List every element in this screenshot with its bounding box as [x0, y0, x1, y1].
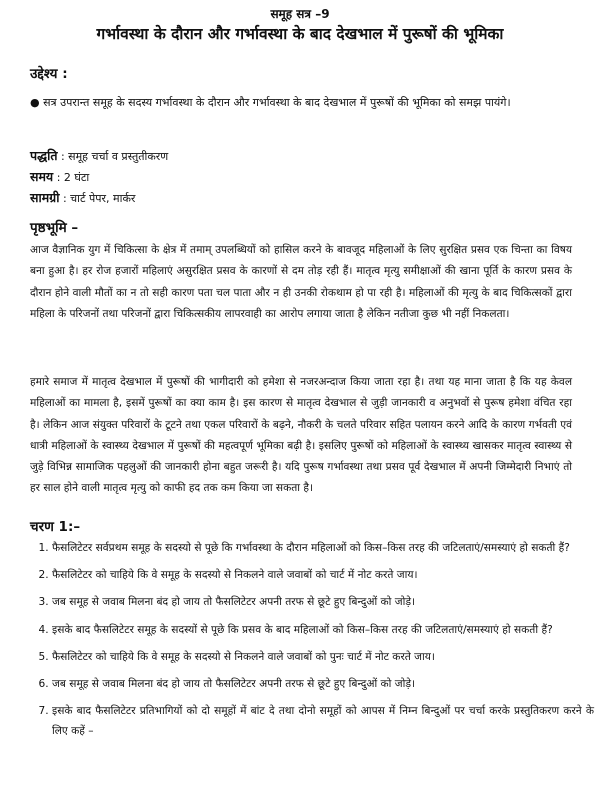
session-label: समूह सत्र –9: [270, 7, 330, 21]
background-heading: पृष्ठभूमि –: [30, 220, 79, 236]
page-title: गर्भावस्था के दौरान और गर्भावस्था के बाद देखभाल में पुरूषों की भूमिका: [96, 25, 504, 43]
objective-bullet: ● सत्र उपरान्त समूह के सदस्य गर्भावस्था के दौरान और गर्भावस्था के बाद देखभाल में पुरूषों की भूमिका को समझ पायंगे।: [30, 96, 511, 109]
step-item: 4. इसके बाद फैसलिटेटर समूह के सदस्यों से पूछे कि प्रसव के बाद महिलाओं को किस–किस तरह की जटिलताएं/समस्याएं हो सकती हैं?: [52, 620, 594, 640]
step-item: 2. फैसलिटेटर को चाहिये कि वे समूह के सदस्यो से निकलने वाले जवाबों को चार्ट में नोट करते जाय।: [52, 565, 594, 585]
method-label: पद्धति: [30, 148, 58, 163]
material-row: [30, 188, 570, 209]
method-row: [30, 146, 570, 167]
step-item: 5. फैसलिटेटर को चाहिये कि वे समूह के सदस्यो से निकलने वाले जवाबों को पुनः चार्ट में नोट करते जाय।: [52, 647, 594, 667]
background-paragraph-1: आज वैज्ञानिक युग में चिकित्सा के क्षेत्र में तमाम् उपलब्धियों को हासिल करने के बावजूद महिलाओं के लिए सुरक्षित प्रसव एक चिन्ता का विषय बना हुआ है। हर रोज हजारों महिलाएं असुरक्षित प्रसव के कारणों से दम तोड़ रही हैं। मातृत्व मृत्यु समीक्षाओं की खाना पूर्ति के कारण प्रसव के दौरान होने वाली मौतों का न तो सही कारण पता चल पाता और न ही उनकी रोकथाम हो पा रही है। महिलाओं की मृत्यु के बाद चिकित्सकों द्वारा महिला के परिजनों तथा परिजनों द्वारा चिकित्सकीय लापरवाही का आरोप लगाया जाता है लेकिन नतीजा कुछ भी नहीं निकलता।: [30, 244, 572, 320]
step-item: 3. जब समूह से जवाब मिलना बंद हो जाय तो फैसलिटेटर अपनी तरफ से छूटे हुए बिन्दुओं को जोड़े।: [52, 592, 594, 612]
material-value: : चार्ट पेपर, मार्कर: [62, 192, 136, 205]
objective-heading: उद्देश्य :: [30, 66, 68, 82]
step-item: 7. इसके बाद फैसलिटेटर प्रतिभागियों को दो समूहों में बांट दे तथा दोनो समूहों को आपस में निम्न बिन्दुओं पर चर्चा करके प्रस्तुतिकरण करने के लिए कहें –: [52, 701, 594, 741]
material-label: सामग्री: [30, 190, 60, 205]
steps-list: [30, 538, 594, 748]
step-item: 1. फैसलिटेटर सर्वप्रथम समूह के सदस्यो से पूछे कि गर्भावस्था के दौरान महिलाओं को किस–किस तरह की जटिलताएं/समस्याएं हो सकती हैं?: [52, 538, 594, 558]
background-paragraph-2: हमारे समाज में मातृत्व देखभाल में पुरूषों की भागीदारी को हमेशा से नजरअन्दाज किया जाता रहा है। तथा यह माना जाता है कि यह केवल महिलाओं का मामला है, इसमें पुरूषों का क्या काम है। इस कारण से मातृत्व देखभाल से जुड़ी जानकारी व अनुभवों से पुरूष हमेशा वंचित रहा है। लेकिन आज संयुक्त परिवारों के टूटने तथा एकल परिवारों के बढ़ने, नौकरी के चलते परिवार सहित पलायन करने आदि के कारण गर्भवती एवं धात्री महिलाओं के स्वास्थ्य देखभाल में पुरूषों की महत्वपूर्ण भूमिका बढ़ी है। इसलिए पुरूषों को महिलाओं के स्वास्थ्य खासकर मातृत्व स्वास्थ्य से जुड़े विभिन्न सामाजिक पहलुओं की जानकारी होना बहुत जरूरी है। यदि पुरूष गर्भावस्था तथा प्रसव पूर्व देखभाल में अपनी जिम्मेदारी निभाएं तो हर साल होने वाली मातृत्व मृत्यु को काफी हद तक कम किया जा सकता है।: [30, 376, 572, 495]
time-row: [30, 167, 570, 188]
time-label: समय: [30, 169, 54, 184]
method-value: : समूह चर्चा व प्रस्तुतीकरण: [60, 150, 169, 163]
session-meta: [30, 146, 570, 209]
steps-heading: चरण 1:–: [30, 519, 81, 535]
step-item: 6. जब समूह से जवाब मिलना बंद हो जाय तो फैसलिटेटर अपनी तरफ से छूटे हुए बिन्दुओं को जोड़े।: [52, 674, 594, 694]
time-value: : 2 घंटा: [56, 171, 90, 184]
